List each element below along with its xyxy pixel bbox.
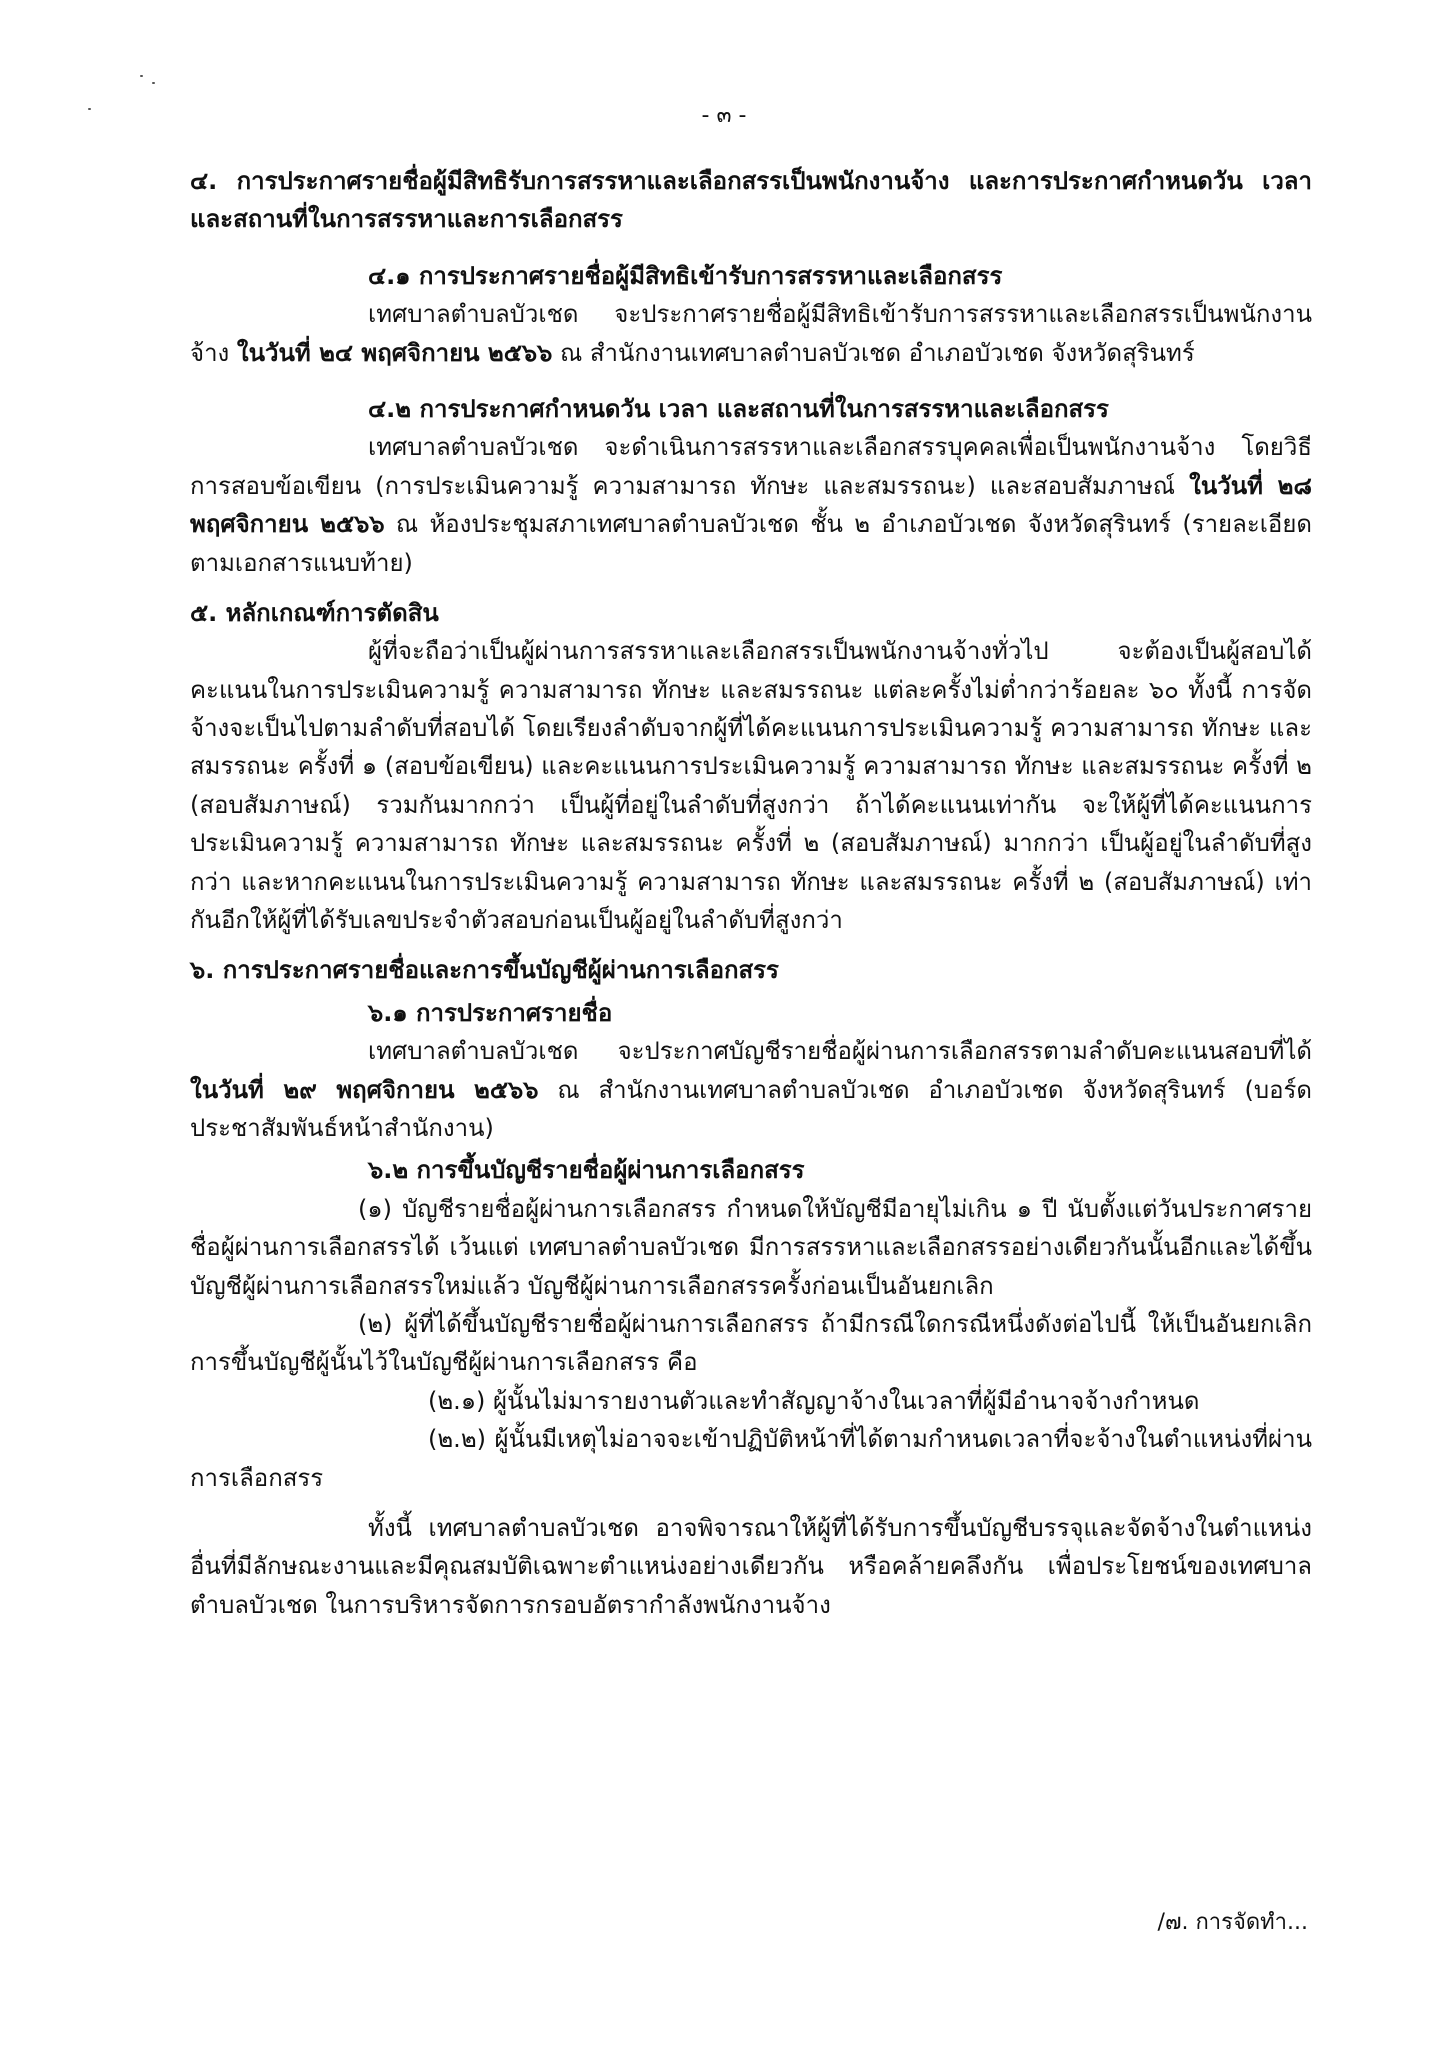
section-4-1-text: เทศบาลตำบลบัวเชด จะประกาศรายชื่อผู้มีสิทธิเข้ารับการสรรหาและเลือกสรรเป็นพนักงานจ้าง [190, 300, 1312, 367]
section-4-1-place: ณ สำนักงานเทศบาลตำบลบัวเชด อำเภอบัวเชด จังหวัดสุรินทร์ [552, 338, 1195, 367]
section-4-2-body [190, 428, 1312, 582]
section-6-2-item-2-1: (๒.๑) ผู้นั้นไม่มารายงานตัวและทำสัญญาจ้างในเวลาที่ผู้มีอำนาจจ้างกำหนด [428, 1386, 1200, 1415]
section-4-2-date: ในวันที่ ๒๘ พฤศจิกายน ๒๕๖๖ [190, 471, 1313, 539]
section-4-1-heading: ๔.๑ การประกาศรายชื่อผู้มีสิทธิเข้ารับการสรรหาและเลือกสรร [368, 261, 1003, 290]
section-4-heading: ๔. การประกาศรายชื่อผู้มีสิทธิรับการสรรหาและเลือกสรรเป็นพนักงานจ้าง และการประกาศกำหนดวัน เวลา และสถานที่ในการสรรหาและการเลือกสรร [190, 167, 1312, 234]
section-6-1-body [190, 1032, 1312, 1147]
section-4-2-text-a: เทศบาลตำบลบัวเชด จะดำเนินการสรรหาและเลือกสรรบุคคลเพื่อเป็นพนักงานจ้าง โดยวิธีการสอบข้อเขียน (การประเมินความรู้ ความสามารถ ทักษะ และสมรรถนะ) และสอบสัมภาษณ์ [190, 433, 1312, 500]
section-6-1-heading: ๖.๑ การประกาศรายชื่อ [368, 998, 613, 1027]
section-4-1-date: ในวันที่ ๒๔ พฤศจิกายน ๒๕๖๖ [236, 338, 553, 367]
document-body [190, 150, 1312, 1624]
continuation-reference: /๗. การจัดทำ... [1157, 1910, 1308, 1935]
section-6-2-item-1: (๑) บัญชีรายชื่อผู้ผ่านการเลือกสรร กำหนดให้บัญชีมีอายุไม่เกิน ๑ ปี นับตั้งแต่วันประกาศรายชื่อผู้ผ่านการเลือกสรรได้ เว้นแต่ เทศบาลตำบลบัวเชด มีการสรรหาและเลือกสรรอย่างเดียวกันนั้นอีกและได้ขึ้นบัญชีผู้ผ่านการเลือกสรรใหม่แล้ว บัญชีผู้ผ่านการเลือกสรรครั้งก่อนเป็นอันยกเลิก [190, 1194, 1312, 1300]
section-6-2-heading: ๖.๒ การขึ้นบัญชีรายชื่อผู้ผ่านการเลือกสรร [368, 1156, 805, 1185]
scan-speck [140, 75, 143, 77]
section-4-1-body [190, 295, 1312, 372]
section-6-2-closing: ทั้งนี้ เทศบาลตำบลบัวเชด อาจพิจารณาให้ผู้ที่ได้รับการขึ้นบัญชีบรรจุและจัดจ้างในตำแหน่งอื่นที่มีลักษณะงานและมีคุณสมบัติเฉพาะตำแหน่งอย่างเดียวกัน หรือคล้ายคลึงกัน เพื่อประโยชน์ของเทศบาลตำบลบัวเชด ในการบริหารจัดการกรอบอัตรากำลังพนักงานจ้าง [190, 1513, 1312, 1619]
scan-speck [152, 82, 155, 84]
page-number: - ๓ - [701, 103, 747, 128]
section-6-heading: ๖. การประกาศรายชื่อและการขึ้นบัญชีผู้ผ่านการเลือกสรร [190, 956, 779, 985]
section-6-2-item-2: (๒) ผู้ที่ได้ขึ้นบัญชีรายชื่อผู้ผ่านการเลือกสรร ถ้ามีกรณีใดกรณีหนึ่งดังต่อไปนี้ ให้เป็นอันยกเลิกการขึ้นบัญชีผู้นั้นไว้ในบัญชีผู้ผ่านการเลือกสรร คือ [190, 1309, 1312, 1377]
section-5-heading: ๕. หลักเกณฑ์การตัดสิน [190, 598, 439, 627]
section-6-1-text: เทศบาลตำบลบัวเชด จะประกาศบัญชีรายชื่อผู้ผ่านการเลือกสรรตามลำดับคะแนนสอบที่ได้ [368, 1037, 1312, 1066]
section-5-body: ผู้ที่จะถือว่าเป็นผู้ผ่านการสรรหาและเลือกสรรเป็นพนักงานจ้างทั่วไป จะต้องเป็นผู้สอบได้คะแนนในการประเมินความรู้ ความสามารถ ทักษะ และสมรรถนะ แต่ละครั้งไม่ต่ำกว่าร้อยละ ๖๐ ทั้งนี้ การจัดจ้างจะเป็นไปตามลำดับที่สอบได้ โดยเรียงลำดับจากผู้ที่ได้คะแนนการประเมินความรู้ ความสามารถ ทักษะ และสมรรถนะ ครั้งที่ ๑ (สอบข้อเขียน) และคะแนนการประเมินความรู้ ความสามารถ ทักษะ และสมรรถนะ ครั้งที่ ๒ (สอบสัมภาษณ์) รวมกันมากกว่า เป็นผู้ที่อยู่ในลำดับที่สูงกว่า ถ้าได้คะแนนเท่ากัน จะให้ผู้ที่ได้คะแนนการประเมินความรู้ ความสามารถ ทักษะ และสมรรถนะ ครั้งที่ ๒ (สอบสัมภาษณ์) มากกว่า เป็นผู้อยู่ในลำดับที่สูงกว่า และหากคะแนนในการประเมินความรู้ ความสามารถ ทักษะ และสมรรถนะ ครั้งที่ ๒ (สอบสัมภาษณ์) เท่ากันอีกให้ผู้ที่ได้รับเลขประจำตัวสอบก่อนเป็นผู้อยู่ในลำดับที่สูงกว่า [190, 637, 1312, 935]
section-6-1-date: ในวันที่ ๒๙ พฤศจิกายน ๒๕๖๖ [190, 1075, 539, 1104]
section-6-1-place: ณ สำนักงานเทศบาลตำบลบัวเชด อำเภอบัวเชด จังหวัดสุรินทร์ (บอร์ดประชาสัมพันธ์หน้าสำนักงาน) [190, 1075, 1313, 1142]
section-4-2-heading: ๔.๒ การประกาศกำหนดวัน เวลา และสถานที่ในการสรรหาและเลือกสรร [368, 394, 1109, 423]
section-6-2-item-2-2: (๒.๒) ผู้นั้นมีเหตุไม่อาจจะเข้าปฏิบัติหน้าที่ได้ตามกำหนดเวลาที่จะจ้างในตำแหน่งที่ผ่านการเลือกสรร [190, 1425, 1312, 1492]
section-4-2-text-b: ณ ห้องประชุมสภาเทศบาลตำบลบัวเชด ชั้น ๒ อำเภอบัวเชด จังหวัดสุรินทร์ (รายละเอียดตามเอกสารแนบท้าย) [190, 510, 1312, 577]
